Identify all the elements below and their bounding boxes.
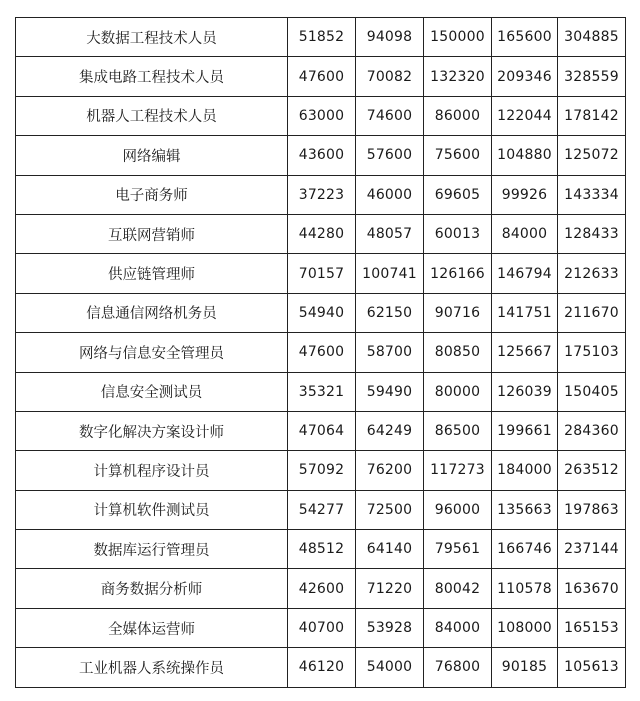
salary-value-cell: 304885 <box>558 18 626 57</box>
salary-table-container <box>15 17 625 688</box>
salary-value-cell: 54277 <box>288 490 356 529</box>
salary-value-cell: 72500 <box>356 490 424 529</box>
table-row <box>16 451 626 490</box>
salary-value-cell: 212633 <box>558 254 626 293</box>
salary-value-cell: 62150 <box>356 293 424 332</box>
salary-value-cell: 117273 <box>424 451 492 490</box>
salary-value-cell: 163670 <box>558 569 626 608</box>
table-row <box>16 530 626 569</box>
salary-value-cell: 44280 <box>288 214 356 253</box>
salary-value-cell: 132320 <box>424 57 492 96</box>
occupation-name-cell: 信息通信网络机务员 <box>16 293 288 332</box>
salary-value-cell: 108000 <box>492 608 558 647</box>
salary-value-cell: 135663 <box>492 490 558 529</box>
salary-value-cell: 76800 <box>424 648 492 687</box>
table-row <box>16 214 626 253</box>
occupation-name-cell: 信息安全测试员 <box>16 372 288 411</box>
salary-value-cell: 80850 <box>424 333 492 372</box>
salary-value-cell: 57600 <box>356 136 424 175</box>
salary-value-cell: 110578 <box>492 569 558 608</box>
salary-value-cell: 48057 <box>356 214 424 253</box>
salary-value-cell: 94098 <box>356 18 424 57</box>
salary-value-cell: 99926 <box>492 175 558 214</box>
salary-value-cell: 178142 <box>558 96 626 135</box>
salary-value-cell: 150405 <box>558 372 626 411</box>
salary-value-cell: 209346 <box>492 57 558 96</box>
salary-value-cell: 47064 <box>288 411 356 450</box>
salary-value-cell: 104880 <box>492 136 558 175</box>
salary-value-cell: 48512 <box>288 530 356 569</box>
salary-value-cell: 328559 <box>558 57 626 96</box>
salary-value-cell: 90185 <box>492 648 558 687</box>
occupation-name-cell: 大数据工程技术人员 <box>16 18 288 57</box>
salary-value-cell: 64140 <box>356 530 424 569</box>
salary-value-cell: 122044 <box>492 96 558 135</box>
table-row <box>16 569 626 608</box>
salary-value-cell: 47600 <box>288 57 356 96</box>
salary-value-cell: 105613 <box>558 648 626 687</box>
salary-value-cell: 126166 <box>424 254 492 293</box>
table-row <box>16 136 626 175</box>
salary-value-cell: 54000 <box>356 648 424 687</box>
table-row <box>16 175 626 214</box>
salary-value-cell: 42600 <box>288 569 356 608</box>
salary-table-body <box>16 18 626 688</box>
salary-value-cell: 80042 <box>424 569 492 608</box>
salary-value-cell: 125072 <box>558 136 626 175</box>
salary-value-cell: 71220 <box>356 569 424 608</box>
salary-value-cell: 90716 <box>424 293 492 332</box>
table-row <box>16 293 626 332</box>
table-row <box>16 648 626 687</box>
salary-value-cell: 64249 <box>356 411 424 450</box>
salary-value-cell: 51852 <box>288 18 356 57</box>
occupation-name-cell: 计算机软件测试员 <box>16 490 288 529</box>
occupation-name-cell: 互联网营销师 <box>16 214 288 253</box>
salary-value-cell: 53928 <box>356 608 424 647</box>
salary-value-cell: 184000 <box>492 451 558 490</box>
salary-value-cell: 40700 <box>288 608 356 647</box>
table-row <box>16 18 626 57</box>
salary-value-cell: 141751 <box>492 293 558 332</box>
salary-value-cell: 166746 <box>492 530 558 569</box>
table-row <box>16 411 626 450</box>
salary-value-cell: 70082 <box>356 57 424 96</box>
salary-value-cell: 197863 <box>558 490 626 529</box>
salary-value-cell: 46000 <box>356 175 424 214</box>
salary-value-cell: 60013 <box>424 214 492 253</box>
occupation-name-cell: 网络与信息安全管理员 <box>16 333 288 372</box>
salary-value-cell: 150000 <box>424 18 492 57</box>
table-row <box>16 490 626 529</box>
occupation-name-cell: 全媒体运营师 <box>16 608 288 647</box>
salary-value-cell: 80000 <box>424 372 492 411</box>
salary-value-cell: 175103 <box>558 333 626 372</box>
salary-value-cell: 100741 <box>356 254 424 293</box>
table-row <box>16 57 626 96</box>
salary-value-cell: 146794 <box>492 254 558 293</box>
occupation-name-cell: 工业机器人系统操作员 <box>16 648 288 687</box>
salary-value-cell: 59490 <box>356 372 424 411</box>
salary-value-cell: 74600 <box>356 96 424 135</box>
occupation-name-cell: 商务数据分析师 <box>16 569 288 608</box>
salary-value-cell: 284360 <box>558 411 626 450</box>
salary-value-cell: 96000 <box>424 490 492 529</box>
salary-value-cell: 237144 <box>558 530 626 569</box>
salary-table <box>15 17 626 688</box>
salary-value-cell: 84000 <box>424 608 492 647</box>
occupation-name-cell: 集成电路工程技术人员 <box>16 57 288 96</box>
salary-value-cell: 165600 <box>492 18 558 57</box>
salary-value-cell: 43600 <box>288 136 356 175</box>
salary-value-cell: 63000 <box>288 96 356 135</box>
salary-value-cell: 126039 <box>492 372 558 411</box>
occupation-name-cell: 数据库运行管理员 <box>16 530 288 569</box>
salary-value-cell: 86000 <box>424 96 492 135</box>
salary-value-cell: 143334 <box>558 175 626 214</box>
salary-value-cell: 54940 <box>288 293 356 332</box>
occupation-name-cell: 网络编辑 <box>16 136 288 175</box>
salary-value-cell: 46120 <box>288 648 356 687</box>
occupation-name-cell: 数字化解决方案设计师 <box>16 411 288 450</box>
salary-value-cell: 199661 <box>492 411 558 450</box>
occupation-name-cell: 电子商务师 <box>16 175 288 214</box>
occupation-name-cell: 计算机程序设计员 <box>16 451 288 490</box>
table-row <box>16 608 626 647</box>
occupation-name-cell: 供应链管理师 <box>16 254 288 293</box>
salary-value-cell: 37223 <box>288 175 356 214</box>
salary-value-cell: 165153 <box>558 608 626 647</box>
table-row <box>16 96 626 135</box>
salary-value-cell: 58700 <box>356 333 424 372</box>
salary-value-cell: 70157 <box>288 254 356 293</box>
salary-value-cell: 47600 <box>288 333 356 372</box>
salary-value-cell: 57092 <box>288 451 356 490</box>
salary-value-cell: 75600 <box>424 136 492 175</box>
table-row <box>16 333 626 372</box>
salary-value-cell: 76200 <box>356 451 424 490</box>
salary-value-cell: 86500 <box>424 411 492 450</box>
salary-value-cell: 35321 <box>288 372 356 411</box>
salary-value-cell: 128433 <box>558 214 626 253</box>
salary-value-cell: 69605 <box>424 175 492 214</box>
salary-value-cell: 211670 <box>558 293 626 332</box>
salary-value-cell: 263512 <box>558 451 626 490</box>
salary-value-cell: 125667 <box>492 333 558 372</box>
salary-value-cell: 84000 <box>492 214 558 253</box>
table-row <box>16 254 626 293</box>
occupation-name-cell: 机器人工程技术人员 <box>16 96 288 135</box>
salary-value-cell: 79561 <box>424 530 492 569</box>
table-row <box>16 372 626 411</box>
